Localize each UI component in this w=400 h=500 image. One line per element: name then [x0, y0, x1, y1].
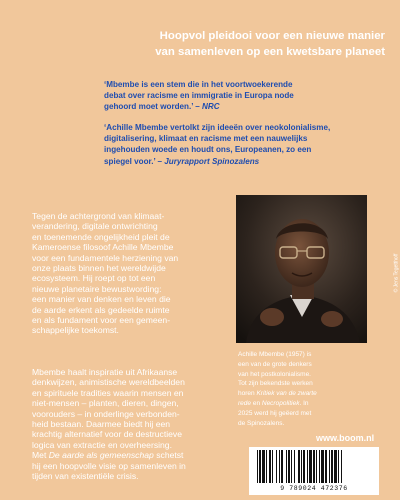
barcode-bar: [334, 450, 337, 483]
barcode-bar: [316, 450, 317, 483]
quote-line: ‘Mbembe is een stem die in het voortwoekerende: [104, 80, 293, 89]
body-line: verandering, digitale ontwrichting: [32, 221, 158, 232]
barcode-bar: [257, 450, 258, 483]
caption-line: een van de grote denkers: [238, 360, 312, 368]
quote-line: [104, 101, 396, 112]
body-line: hij een hoopvolle visie op samenleven in: [32, 460, 186, 471]
barcode-bar: [341, 450, 342, 483]
body-line: schappelijke toekomst.: [32, 325, 119, 336]
body-line: nieuwe planetaire bewustwording:: [32, 283, 162, 294]
barcode-bar: [294, 450, 295, 483]
book-title: De aarde als gemeenschap: [48, 450, 154, 461]
quote-source: Juryrapport Spinozalens: [164, 156, 260, 166]
caption-line: [238, 389, 378, 399]
body-line: een manier van denken en leven die: [32, 294, 171, 305]
caption-line: Tot zijn bekendste werken: [238, 380, 313, 388]
quote-line: debat over racisme en immigratie in Europa node: [104, 91, 294, 101]
body-line: voorouders – in onderlinge verbonden-: [32, 408, 180, 419]
quote-line: [104, 156, 396, 167]
description-paragraph-2: [32, 367, 228, 481]
body-text-fragment: schetst: [156, 450, 184, 461]
barcode-bar: [321, 450, 324, 483]
barcode-bars: [255, 450, 373, 484]
quote-text: gehoord moet worden.’ –: [104, 102, 200, 112]
barcode-bar: [288, 450, 290, 483]
barcode-bar: [307, 450, 308, 483]
barcode-bar: [298, 450, 300, 483]
review-quote-nrc: [104, 79, 396, 113]
description-paragraph-1: [32, 211, 228, 336]
barcode-bar: [291, 450, 292, 483]
body-line: en toenemende ongelijkheid pleit de: [32, 231, 170, 242]
body-line: en spirituele tradities waarin mensen en: [32, 387, 184, 398]
barcode-bar: [301, 450, 302, 483]
body-line: Kameroense filosoof Achille Mbembe: [32, 242, 174, 253]
quote-line: digitalisering, klimaat en racisme met een nauwelijks: [104, 134, 308, 144]
body-line: niet-mensen – planten, dieren, dingen,: [32, 398, 179, 409]
caption-line: Achille Mbembe (1957) is: [238, 351, 312, 358]
body-line: heid bestaan. Daarmee biedt hij een: [32, 419, 171, 430]
body-line: de aarde erkent als gedeelde ruimte: [32, 304, 170, 315]
book-title: Kritiek van de zwarte: [256, 390, 317, 398]
caption-line: [238, 399, 378, 409]
isbn-number: 9 789024 472376: [280, 485, 348, 492]
publisher-website: www.boom.nl: [316, 433, 375, 443]
photo-credit: © Jens Tegetthoff: [393, 253, 400, 293]
caption-fragment: en: [252, 399, 261, 407]
barcode-bar: [303, 450, 305, 483]
barcode-bar: [331, 450, 333, 483]
barcode-bar: [281, 450, 283, 483]
barcode-bar: [309, 450, 312, 483]
author-bio-caption: [238, 350, 378, 428]
barcode-bar: [266, 450, 267, 483]
caption-line: van het postkolonialisme.: [238, 370, 311, 378]
quote-line: ‘Achille Mbembe vertolkt zijn ideeën over neokolonialisme,: [104, 123, 331, 132]
barcode-bar: [269, 450, 271, 483]
body-line: krachtig alternatief voor de destructieve: [32, 429, 182, 440]
barcode-bar: [279, 450, 280, 483]
barcode-bar: [259, 450, 261, 483]
body-line: logica van extractie en overheersing.: [32, 439, 172, 450]
headline: [85, 28, 385, 60]
barcode-bar: [313, 450, 315, 483]
body-line: denkwijzen, animistische wereldbeelden: [32, 377, 185, 388]
barcode-bar: [272, 450, 273, 483]
barcode-bar: [325, 450, 327, 483]
barcode-bar: [286, 450, 287, 483]
caption-fragment: . In: [299, 399, 309, 407]
book-title: Necropolitiek: [261, 399, 300, 407]
body-line: tijden van existentiële crisis.: [32, 471, 139, 482]
headline-line: van samenleven op een kwetsbare planeet: [155, 46, 385, 58]
book-title: rede: [238, 399, 252, 407]
barcode-bar: [319, 450, 320, 483]
author-portrait-image: [236, 195, 367, 343]
body-line: [32, 450, 228, 460]
caption-line: 2025 werd hij geëerd met: [238, 409, 312, 417]
quote-text: spiegel voor.’ –: [104, 156, 163, 166]
barcode-bar: [276, 450, 277, 483]
headline-line: Hoopvol pleidooi voor een nieuwe manier: [159, 30, 385, 42]
review-quote-spinozalens: [104, 122, 396, 167]
quote-line: ingehouden woede en houdt ons, Europeanen, zo een: [104, 145, 312, 155]
body-line: Mbembe haalt inspiratie uit Afrikaanse: [32, 367, 178, 377]
body-line: onze plaats binnen het wereldwijde: [32, 263, 166, 274]
barcode-bar: [329, 450, 330, 483]
barcode-bar: [338, 450, 339, 483]
caption-line: de Spinozalens.: [238, 419, 285, 427]
caption-fragment: horen: [238, 390, 255, 398]
body-line: Tegen de achtergrond van klimaat-: [32, 211, 165, 221]
body-line: voor een fundamentele herziening van: [32, 252, 179, 263]
body-line: en als fundament voor een gemeen-: [32, 315, 171, 326]
barcode-bar: [262, 450, 265, 483]
isbn-barcode: [249, 447, 379, 495]
body-line: ecosysteem. Hij roept op tot een: [32, 273, 156, 284]
quote-source: NRC: [202, 102, 220, 112]
author-photo: [236, 195, 367, 343]
body-text-fragment: Met: [32, 450, 47, 461]
